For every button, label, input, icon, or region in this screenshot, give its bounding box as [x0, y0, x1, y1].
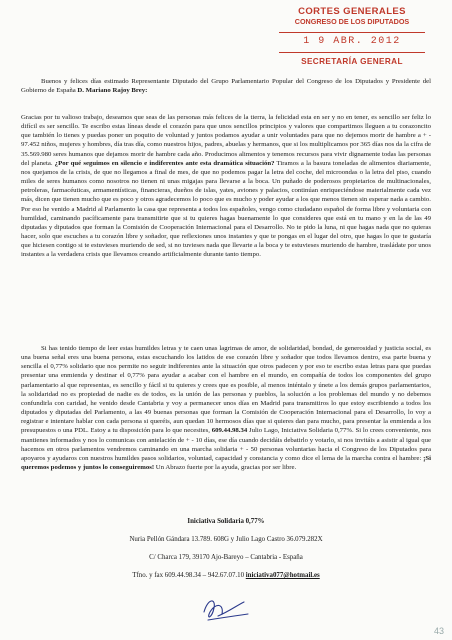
page-number: 43 [433, 626, 444, 636]
paragraph-2-phone: 609.44.98.34 [211, 427, 248, 435]
signature-org: Iniciativa Solidaria 0,77% [187, 518, 265, 525]
paragraph-2-slogan: ¡Si queremos podemos y juntos lo conseguiremos! [21, 454, 432, 472]
stamp-line-cortes: CORTES GENERALES [298, 6, 406, 17]
signature-address: C/ Charca 179, 39170 Ajo-Bareyo – Cantabria - España [149, 554, 303, 561]
paragraph-1 [21, 113, 431, 260]
signature-contact [21, 571, 431, 580]
stamp-divider [279, 52, 425, 53]
paragraph-2 [21, 344, 431, 472]
stamp-divider [279, 32, 425, 33]
greeting-text: Buenos y felices días estimado Representante Diputado del Grupo Parlamentario Popular del Congreso de los Diputados y Presidente del Gobierno de España [21, 78, 431, 95]
paragraph-2-rest: Julio Lago, Iniciativa Solidaria 0,77%. Si lo crees conveniente, nos mantienes informados y nos lo comunicas con antelación de + - 10 días, ese día cuando decidáis debatirlo y votarlo, si nos invitáis a asistir al igual que hacemos en otros parlamentos vendremos caminando en una marcha solidaria + - 50 personas voluntarias hacia el Congreso de los Diputados para apoyaros y ayudaros con nuestros humildes pasos solidarios, voluntad, capacidad y constancia y como dice el lema de la marcha contra el hambre: [21, 427, 432, 462]
handwritten-signature [198, 594, 252, 624]
paragraph-1-rest: Tiramos a la basura toneladas de alimentos diariamente, nos quejamos de la crisis, de que no llegamos a final de mes, de que no podemos pagar la letra del coche, del microondas o la letra del piso, cuando miles de seres humanos como nosotros no tienen ni unas migajas para llevarse a la boca. Un puñado de poderosos propietarios de multinacionales, petroleras, farmacéuticas, armamentísticas, financieras, dueños de islas, yates, aviones y palacios, continúan enriqueciéndose materialmente cada vez más, dicen que tienen mucho que es poco y otros agradecemos lo poco que es mucho y poder ayudar a los que menos tienen sin esperar nada a cambio. Por eso he venido a Madrid al Parlamento la casa que representa a todos los españoles, vengo como ciudadano español de forma libre y voluntaria con humildad, caminando pacíficamente para transmitirte que si tu quieres hagas buenamente lo que consideres que está en tu mano y en la de las 49 diputadas y diputados que forman la Comisión de Cooperación Internacional para el Desarrollo. No te pido la luna, ni que hagas nada que no quieras hacer, solo que escuches a tu corazón libre y soñador, que reflexiones unos instantes y que te pongas en el lugar del otro, que hagas lo que te gustaría que hiciesen contigo si te estuvieses muriendo de sed, si no tuvieses nada que llevarte a la boca y te estuvieses muriendo de hambre, trasládate por unos instantes a la verdadera crisis que llevamos creando artificialmente durante tanto tiempo. [21, 159, 431, 259]
recipient-name: D. Mariano Rajoy Brey: [77, 87, 148, 95]
stamp-line-congreso: CONGRESO DE LOS DIPUTADOS [294, 17, 410, 26]
paragraph-1-text: Gracias por tu valioso trabajo, deseamos que seas de las personas más felices de la tierra, la felicidad esta en ser y no en tener, es sencillo ser feliz lo difícil es ser sencillo. Te escribo estas líneas desde el corazón para que unos sencillos principios y valores que compartimos lleguen a tu corazoncito que también lo tienes y puedas poner un poquito de voluntad y juntos podamos ayudar a unir voluntades para que no dejemos morir de hambre a + - 97.452 niños, mujeres y hombres, día tras día, como nuestros hijos, padres, abuelas y hermanos, que si los multiplicamos por 365 días nos da la cifra de 35.569.980 seres humanos que dejamos morir de hambre cada año. Producimos alimentos y tenemos recursos para vivir dignamente todas las personas del planeta. [21, 114, 431, 167]
signature-names: Nuria Pellón Gándara 13.789. 608G y Julio Lago Castro 36.079.282X [129, 536, 323, 543]
paragraph-2-text: Si has tenido tiempo de leer estas humildes letras y te caen unas lagrimas de amor, de solidaridad, bondad, de generosidad y justicia social, es una buena señal eres una buena persona, estas escuchando los latidos de ese corazón libre y soñador que todos llevamos dentro, esa parte buena y sencilla el 0,77% solidario que nos permite no seguir indiferentes ante la situación que otros padecen y por eso te escribo estas letras para que puedas presentar una enmienda y destinar el 0,77% para ayudar a acabar con el hambre en el mundo, en compañía de todos los componentes del grupo parlamentario al que representas, es sencillo y fácil si tu quieres y crees que es posible, al menos inténtalo y únete a los demás grupos parlamentarios, la solidaridad no es propiedad de nadie es de todos, es la unión de las personas y pueblos, la solución a los problemas del mundo y no debemos confundirla con caridad, he venido desde Cantabria y voy a permanecer unos días en Madrid para transmitiros lo que estoy escribiendo a todos los diputados y diputadas del Parlamento, a las 49 buenas personas que forman la Comisión de Cooperación Internacional para el Desarrollo, lo voy a registrar e intentare hablar con cada persona si queréis, aun quedan 10 hermosos días que si quieres dan para mucho, para presentar la enmienda a los presupuestos o una PDL. Estoy a tu disposición para lo que necesites, [21, 345, 431, 435]
email-link[interactable]: iniciativa077@hotmail.es [245, 572, 320, 579]
paragraph-1-question: ¿Por qué seguimos en silencio e indiferentes ante esta dramática situación? [54, 159, 275, 167]
stamp-date: 1 9 ABR. 2012 [303, 36, 401, 47]
paragraph-2-closing: Un Abrazo fuerte por la ayuda, gracias por ser libre. [155, 464, 297, 472]
registry-stamp [273, 4, 431, 72]
contact-phones: Tfno. y fax 609.44.98.34 – 942.67.07.10 [132, 572, 245, 579]
greeting-paragraph [21, 77, 431, 95]
stamp-line-secretaria: SECRETARÍA GENERAL [301, 57, 403, 66]
